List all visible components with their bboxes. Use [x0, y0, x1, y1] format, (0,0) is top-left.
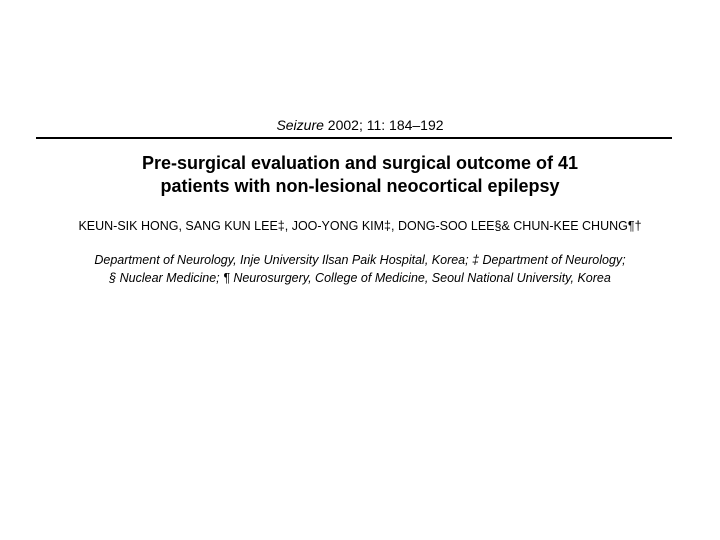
header-divider [36, 137, 672, 139]
citation-details: 2002; 11: 184–192 [323, 117, 444, 133]
affiliation-line-2: § Nuclear Medicine; ¶ Neurosurgery, College of Medicine, Seoul National University, Korea [109, 271, 611, 285]
paper-title [0, 152, 720, 198]
paper-title-line-2: patients with non-lesional neocortical epilepsy [160, 176, 560, 196]
affiliations [0, 251, 720, 287]
journal-name: Seizure [276, 117, 324, 133]
paper-title-line-1: Pre-surgical evaluation and surgical outcome of 41 [141, 153, 579, 173]
author-list: KEUN-SIK HONG, SANG KUN LEE‡, JOO-YONG KIM‡, DONG-SOO LEE§& CHUN-KEE CHUNG¶† [78, 219, 642, 233]
journal-citation [0, 116, 720, 134]
affiliation-line-1: Department of Neurology, Inje University Ilsan Paik Hospital, Korea; ‡ Department of Neurology; [94, 253, 626, 267]
